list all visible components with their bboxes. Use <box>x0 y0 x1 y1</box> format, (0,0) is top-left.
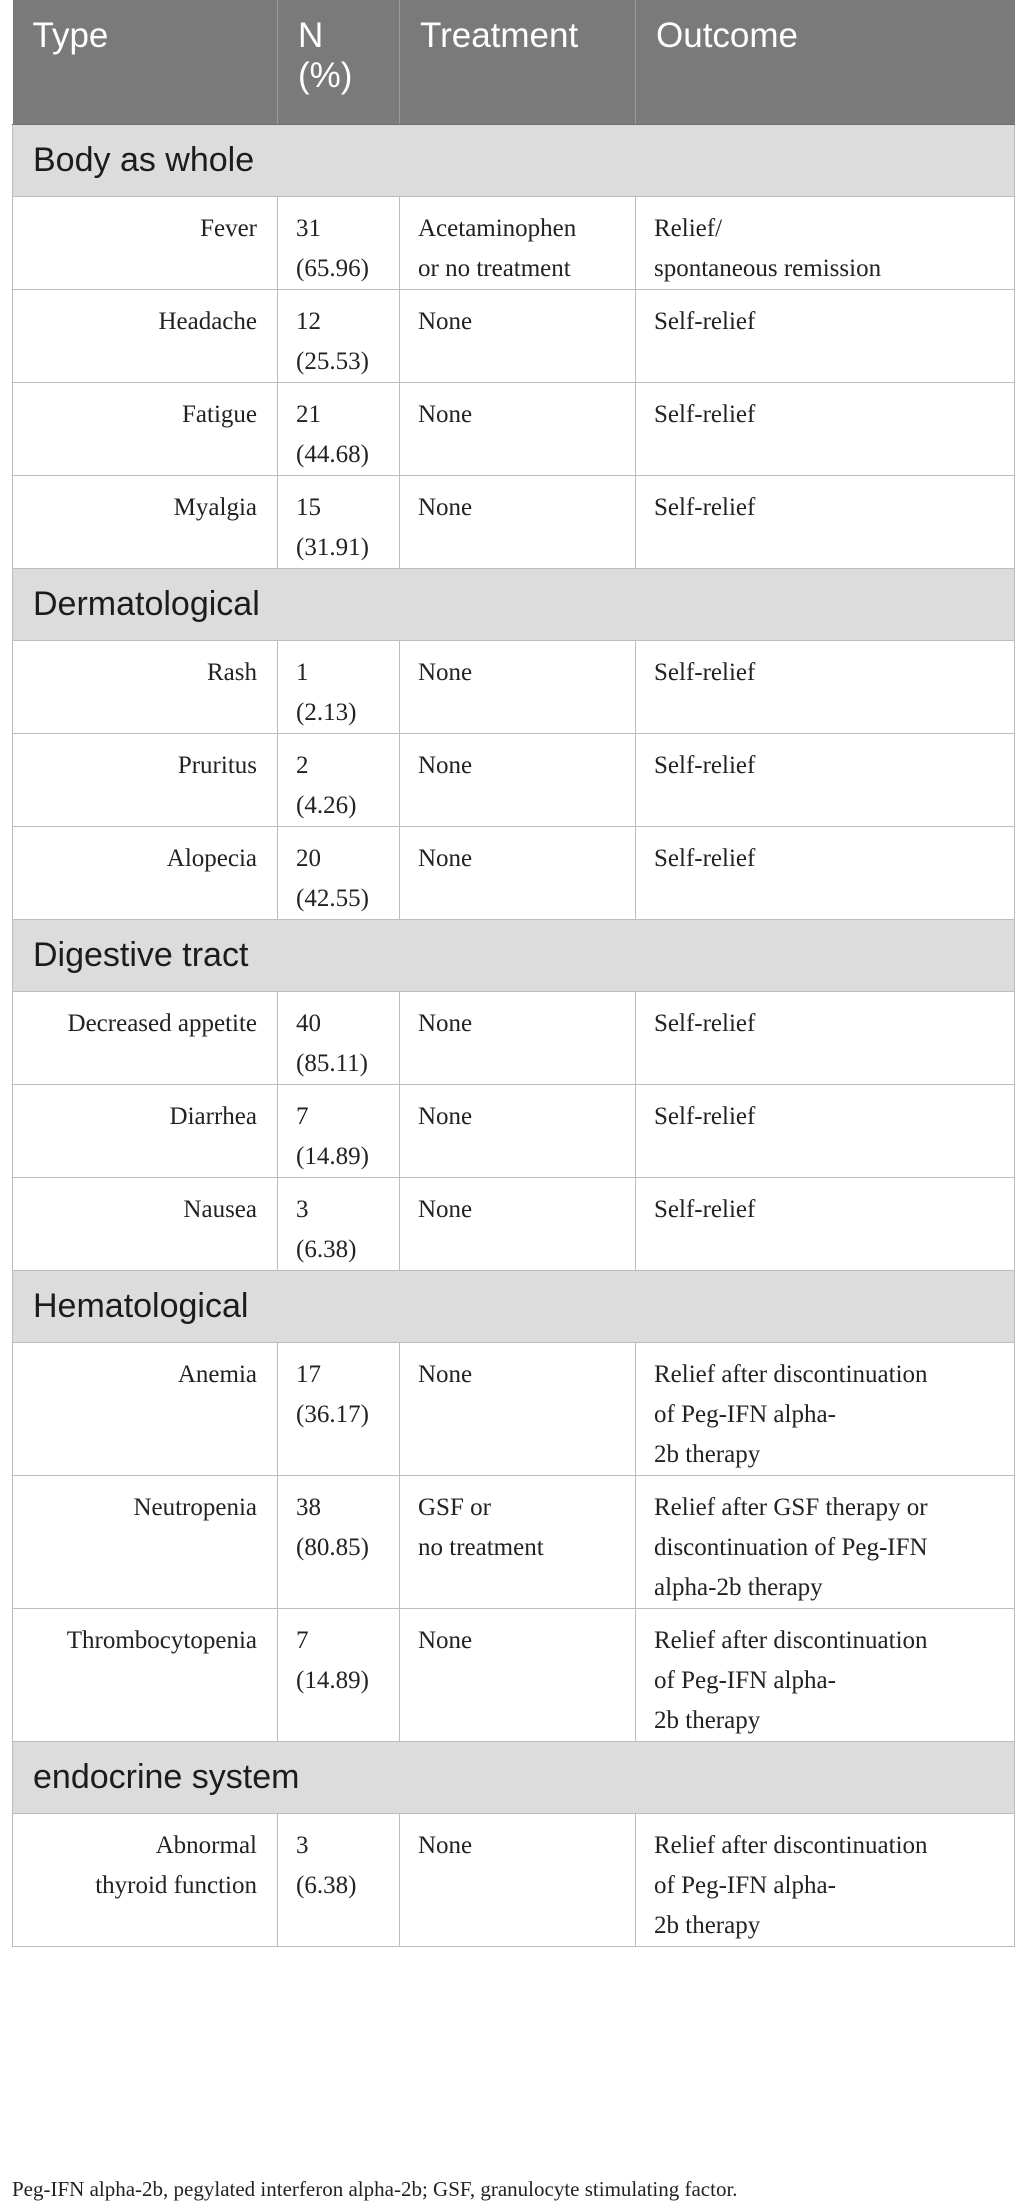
table-footnote: Peg-IFN alpha-2b, pegylated interferon alpha-2b; GSF, granulocyte stimulating factor. <box>12 2177 738 2201</box>
cell-n-percent: 1 (2.13) <box>278 640 400 733</box>
table-row <box>13 1813 1015 1946</box>
cell-type: Abnormal thyroid function <box>13 1813 278 1946</box>
cell-treatment: None <box>400 1177 636 1270</box>
cell-n-percent: 21 (44.68) <box>278 382 400 475</box>
table-row <box>13 475 1015 568</box>
adverse-events-table-container <box>12 0 1014 1947</box>
table-row <box>13 826 1015 919</box>
table-row <box>13 1608 1015 1741</box>
cell-treatment: None <box>400 382 636 475</box>
cell-n-percent: 31 (65.96) <box>278 196 400 289</box>
cell-treatment: None <box>400 475 636 568</box>
cell-outcome: Relief after discontinuation of Peg-IFN alpha- 2b therapy <box>636 1608 1015 1741</box>
cell-treatment: None <box>400 1342 636 1475</box>
cell-n-percent: 3 (6.38) <box>278 1177 400 1270</box>
section-title: Hematological <box>13 1270 1015 1342</box>
cell-treatment: None <box>400 289 636 382</box>
cell-outcome: Self-relief <box>636 640 1015 733</box>
cell-outcome: Self-relief <box>636 1177 1015 1270</box>
cell-type: Fatigue <box>13 382 278 475</box>
cell-treatment: None <box>400 733 636 826</box>
cell-treatment: None <box>400 991 636 1084</box>
section-title: endocrine system <box>13 1741 1015 1813</box>
section-row <box>13 1270 1015 1342</box>
cell-outcome: Self-relief <box>636 991 1015 1084</box>
cell-outcome: Relief after discontinuation of Peg-IFN alpha- 2b therapy <box>636 1813 1015 1946</box>
section-row <box>13 919 1015 991</box>
cell-outcome: Self-relief <box>636 733 1015 826</box>
table-row <box>13 640 1015 733</box>
table-row <box>13 1084 1015 1177</box>
cell-type: Thrombocytopenia <box>13 1608 278 1741</box>
header-type: Type <box>13 0 278 124</box>
table-row <box>13 991 1015 1084</box>
cell-treatment: None <box>400 640 636 733</box>
cell-outcome: Self-relief <box>636 1084 1015 1177</box>
cell-n-percent: 7 (14.89) <box>278 1608 400 1741</box>
table-row <box>13 1177 1015 1270</box>
cell-type: Diarrhea <box>13 1084 278 1177</box>
header-treatment: Treatment <box>400 0 636 124</box>
section-title: Body as whole <box>13 124 1015 196</box>
cell-outcome: Relief/ spontaneous remission <box>636 196 1015 289</box>
cell-treatment: None <box>400 1813 636 1946</box>
section-title: Digestive tract <box>13 919 1015 991</box>
table-body <box>13 124 1015 1946</box>
section-row <box>13 124 1015 196</box>
header-n-percent: N (%) <box>278 0 400 124</box>
cell-type: Anemia <box>13 1342 278 1475</box>
cell-type: Alopecia <box>13 826 278 919</box>
table-header <box>13 0 1015 124</box>
cell-treatment: None <box>400 826 636 919</box>
cell-type: Headache <box>13 289 278 382</box>
cell-n-percent: 15 (31.91) <box>278 475 400 568</box>
cell-type: Nausea <box>13 1177 278 1270</box>
cell-type: Myalgia <box>13 475 278 568</box>
cell-n-percent: 20 (42.55) <box>278 826 400 919</box>
cell-outcome: Self-relief <box>636 475 1015 568</box>
header-row <box>13 0 1015 124</box>
table-row <box>13 733 1015 826</box>
cell-n-percent: 2 (4.26) <box>278 733 400 826</box>
cell-treatment: None <box>400 1084 636 1177</box>
adverse-events-table <box>12 0 1015 1947</box>
cell-type: Neutropenia <box>13 1475 278 1608</box>
cell-n-percent: 7 (14.89) <box>278 1084 400 1177</box>
cell-n-percent: 3 (6.38) <box>278 1813 400 1946</box>
cell-outcome: Relief after GSF therapy or discontinuation of Peg-IFN alpha-2b therapy <box>636 1475 1015 1608</box>
section-row <box>13 568 1015 640</box>
header-outcome: Outcome <box>636 0 1015 124</box>
section-title: Dermatological <box>13 568 1015 640</box>
cell-n-percent: 12 (25.53) <box>278 289 400 382</box>
cell-n-percent: 40 (85.11) <box>278 991 400 1084</box>
table-row <box>13 289 1015 382</box>
cell-treatment: GSF or no treatment <box>400 1475 636 1608</box>
cell-type: Decreased appetite <box>13 991 278 1084</box>
table-row <box>13 382 1015 475</box>
section-row <box>13 1741 1015 1813</box>
table-row <box>13 196 1015 289</box>
cell-outcome: Self-relief <box>636 826 1015 919</box>
cell-n-percent: 38 (80.85) <box>278 1475 400 1608</box>
cell-type: Rash <box>13 640 278 733</box>
table-row <box>13 1475 1015 1608</box>
cell-type: Fever <box>13 196 278 289</box>
cell-n-percent: 17 (36.17) <box>278 1342 400 1475</box>
cell-outcome: Relief after discontinuation of Peg-IFN alpha- 2b therapy <box>636 1342 1015 1475</box>
cell-type: Pruritus <box>13 733 278 826</box>
table-row <box>13 1342 1015 1475</box>
cell-outcome: Self-relief <box>636 289 1015 382</box>
cell-outcome: Self-relief <box>636 382 1015 475</box>
cell-treatment: None <box>400 1608 636 1741</box>
cell-treatment: Acetaminophen or no treatment <box>400 196 636 289</box>
